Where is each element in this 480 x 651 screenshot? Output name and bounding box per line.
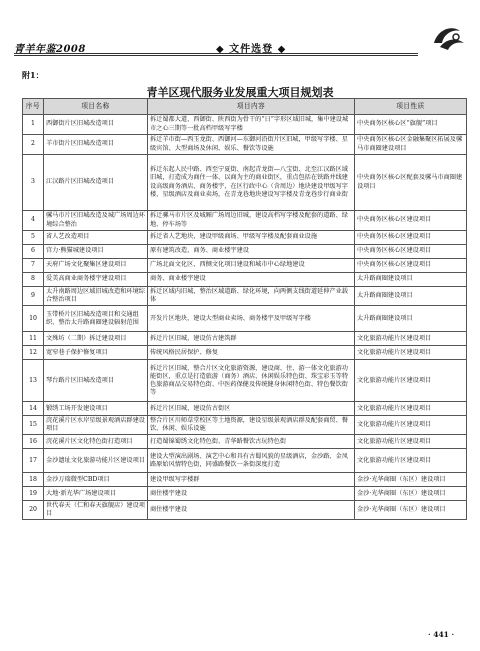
cell-project-name: 天府广场文化聚集区建设项目 [44,259,148,273]
cell-project-nature: 金沙·光华商圈（东区）建设项目 [355,501,467,520]
cell-project-nature: 文化旅游功能片区建设项目 [355,346,467,360]
table-row [23,211,467,231]
table-row [23,306,467,332]
cell-no: 8 [23,273,44,287]
cell-project-content: 商住楼宇建设 [148,501,355,520]
cell-project-nature: 文化旅游功能片区建设项目 [355,332,467,346]
header-rule [14,53,418,56]
table-row [23,135,467,155]
cell-project-nature: 中央商务区核心区金融集聚区拓展及骡马市商圈建设项目 [355,135,467,155]
cell-no: 19 [23,487,44,501]
cell-project-name: 羊市街片区旧城改造项目 [44,135,148,155]
cell-project-name: 大地·新光华广场建设项目 [44,487,148,501]
cell-project-nature: 金沙·光华商圈（东区）建设项目 [355,487,467,501]
cell-project-nature: 太升路商圈建设项目 [355,306,467,332]
cell-project-content: 广场北面文化区、西侧文化项目建设和城市中心绿地建设 [148,259,355,273]
cell-project-content: 打造蜀锦蜀绣文化特色街、青华路餐饮古玩特色街 [148,435,355,449]
cell-no: 5 [23,231,44,245]
cell-no: 20 [23,501,44,520]
cell-project-nature: 中央商务区核心区建设项目 [355,211,467,231]
cell-no: 2 [23,135,44,155]
cell-project-name: 爱美高商业商务楼宇建设项目 [44,273,148,287]
table-row [23,115,467,135]
table-row [23,449,467,473]
table-row [23,473,467,487]
page-header [14,37,466,55]
cell-project-name: 锻绣工场开发建设项目 [44,402,148,416]
cell-project-name: 骡马市片区旧城改造及城广场周边环境综合整治 [44,211,148,231]
cell-project-name: 江汉路片区旧城改造项目 [44,155,148,211]
cell-project-name: 琴台路片区旧城改造项目 [44,360,148,402]
cell-project-name: 玉带桥片区旧城改造项目和交通组织、整治太升路商圈建设辐射范围 [44,306,148,332]
cell-no: 11 [23,332,44,346]
cell-project-nature: 中央商务区核心区配套及骡马市商圈建设项目 [355,155,467,211]
cell-project-content: 开发片区地块，建设大型商业卖场、商务楼宇及甲级写字楼 [148,306,355,332]
attachment-label: 附1： [22,70,44,80]
table-row [23,245,467,259]
table-row [23,501,467,520]
table-row [23,346,467,360]
cell-project-name: 宫力·熊猫城建设项目 [44,245,148,259]
table-row [23,360,467,402]
table-row [23,287,467,306]
cell-project-content: 拆迁东起人民中路、西至宁夏街、南起青龙街—八宝街、北至江汉路区域旧城，打造成为商住一体、以商为主的商业街区，重点包括在铁路并线建设高级商务酒店、商务楼宇，在区行政中心（含周边）地块建设甲级写字楼、星级酒店及商业卖场，在青龙巷地块建设写字楼及青龙巷步行商业街 [148,155,355,211]
cell-no: 14 [23,402,44,416]
table-row [23,273,467,287]
table-row [23,487,467,501]
cell-project-nature: 中央商务区核心区建设项目 [355,231,467,245]
cell-no: 18 [23,473,44,487]
table-row [23,259,467,273]
cell-project-content: 拆迁蜀都大道、西御街、陕西街为骨干的“日”字形区域旧城，集中建设城市之心三期等一批高档甲级写字楼 [148,115,355,135]
cell-no: 4 [23,211,44,231]
table-header-row [23,99,467,115]
cell-project-nature: 中央商务区核心区建设项目 [355,259,467,273]
cell-project-content: 整合片区川师草堂校区等土地资源，建设星级景观酒店群及配套商贸、餐饮、休闲、娱乐设施 [148,416,355,435]
cell-project-nature: 文化旅游功能片区建设项目 [355,416,467,435]
table-row [23,155,467,211]
cell-project-name: 西御街片区旧城改造项目 [44,115,148,135]
cell-project-content: 原有建筑改造，商务、商业楼宇建设 [148,245,355,259]
cell-project-content: 拆迁省人艺地块，建设甲级商场、甲级写字楼及配套商业设施 [148,231,355,245]
cell-project-content: 拆迁片区旧城，建设仿古建筑群 [148,332,355,346]
cell-no: 3 [23,155,44,211]
cell-no: 10 [23,306,44,332]
table-row [23,402,467,416]
cell-project-name: 省人艺改造项目 [44,231,148,245]
page-number: · 441 · [428,630,455,639]
table-row [23,231,467,245]
cell-project-nature: 金沙·光华商圈（东区）建设项目 [355,473,467,487]
table-row [23,416,467,435]
yearbook-title: 青羊年鉴2008 [14,44,86,55]
cell-no: 12 [23,346,44,360]
table-body [23,115,467,520]
table-row [23,435,467,449]
column-header-no: 序号 [23,99,44,115]
cell-no: 16 [23,435,44,449]
cell-project-name: 浣花溪片区水岸星级景观酒店群建设项目 [44,416,148,435]
cell-project-content: 拆迁片区旧城，建设仿古街区 [148,402,355,416]
project-table [22,98,467,520]
cell-project-name: 文殊坊（二期）拆迁建设项目 [44,332,148,346]
cell-project-nature: 中央商务区核心区“旗舰”项目 [355,115,467,135]
cell-project-content: 拆迁片区旧城，整合片区文化旅游资源，建设商、住、游一体文化旅游功能街区，重点是打造旅游（商务）酒店、休闲娱乐特色街、珠宝彩玉等特色旅游商品交易特色街、中医药保健及传统健身休闲特色街、特色餐饮街等 [148,360,355,402]
cell-no: 13 [23,360,44,402]
cell-project-content: 传统风格民居保护、修复 [148,346,355,360]
cell-project-name: 浣花溪片区文化特色街打造项目 [44,435,148,449]
cell-no: 9 [23,287,44,306]
cell-project-nature: 中央商务区核心区建设项目 [355,245,467,259]
cell-no: 1 [23,115,44,135]
cell-project-content: 商住楼宇建设 [148,487,355,501]
cell-project-content: 建设大型演出剧场、演艺中心和具有古蜀风貌的星级酒店，金沙路、金凤路原始风情特色街，同盛路餐饮一条街深度打造 [148,449,355,473]
cell-no: 17 [23,449,44,473]
cell-project-name: 世代春天（仁和春天旗舰店）建设项目 [44,501,148,520]
cell-project-name: 金沙万瑞微型CBD项目 [44,473,148,487]
cell-project-content: 拆迁区域内旧城，整治区域道路、绿化环境，向两侧支线街道延伸产业载体 [148,287,355,306]
cell-project-name: 宽窄巷子保护修复项目 [44,346,148,360]
cell-project-nature: 太升路商圈建设项目 [355,287,467,306]
cell-project-content: 拆迁羊市街—西玉龙街、西御河—东御河沿街片区旧城，甲级写字楼、星级宾馆、大型商场及休闲、娱乐、餐饮等设施 [148,135,355,155]
column-header-content: 项目内容 [148,99,355,115]
cell-project-content: 拆迁骡马市片区及城厢广场周边旧城，建设高档写字楼及配套的道路、绿地、停车场等 [148,211,355,231]
cell-project-nature: 文化旅游功能片区建设项目 [355,449,467,473]
column-header-nature: 项目性质 [355,99,467,115]
table-row [23,332,467,346]
cell-project-nature: 太升路商圈建设项目 [355,273,467,287]
cell-project-nature: 文化旅游功能片区建设项目 [355,360,467,402]
cell-project-content: 建设甲级写字楼群 [148,473,355,487]
cell-project-content: 商务、商业楼宇建设 [148,273,355,287]
section-title: ◆ 文件选登 ◆ [216,44,287,55]
cell-no: 15 [23,416,44,435]
cell-no: 7 [23,259,44,273]
column-header-name: 项目名称 [44,99,148,115]
table-title: 青羊区现代服务业发展重大项目规划表 [146,86,334,99]
yearbook-logo-icon [430,23,466,51]
cell-project-nature: 文化旅游功能片区建设项目 [355,402,467,416]
cell-project-nature: 文化旅游功能片区建设项目 [355,435,467,449]
cell-no: 6 [23,245,44,259]
cell-project-name: 太升南路周边区域旧城改造和环境综合整治项目 [44,287,148,306]
cell-project-name: 金沙遗址文化旅游功能片区建设项目 [44,449,148,473]
